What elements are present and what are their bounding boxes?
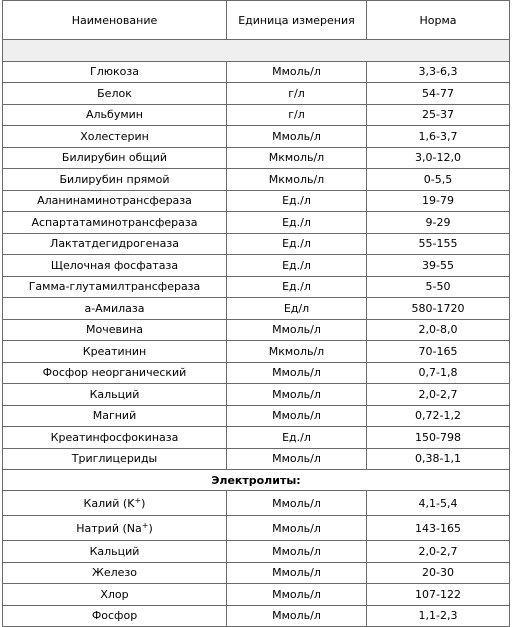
analyte-name: а-Амилаза [3, 298, 227, 320]
electrolyte-norm: 20-30 [367, 562, 510, 584]
table-row [3, 276, 510, 298]
analyte-unit: Ммоль/л [227, 319, 367, 341]
electrolyte-name [3, 516, 227, 541]
analyte-name: Креатинфосфокиназа [3, 427, 227, 449]
table-row [3, 190, 510, 212]
table-row [3, 362, 510, 384]
analyte-name: Креатинин [3, 341, 227, 363]
table-row [3, 341, 510, 363]
table-row [3, 319, 510, 341]
analyte-name: Альбумин [3, 104, 227, 126]
electrolyte-name-text: Фосфор [91, 609, 138, 623]
table-row [3, 298, 510, 320]
header-unit: Единица измерения [227, 1, 367, 40]
table-row [3, 212, 510, 234]
closing-paren: ) [148, 521, 153, 535]
analyte-norm: 0,72-1,2 [367, 405, 510, 427]
table-row [3, 541, 510, 563]
analyte-unit: Ед./л [227, 233, 367, 255]
closing-paren: ) [141, 496, 146, 510]
electrolyte-unit: Ммоль/л [227, 516, 367, 541]
analyte-name: Белок [3, 83, 227, 105]
table-row [3, 491, 510, 516]
table-row [3, 427, 510, 449]
analyte-unit: г/л [227, 104, 367, 126]
analyte-name: Фосфор неорганический [3, 362, 227, 384]
table-row [3, 61, 510, 83]
analyte-unit: Ммоль/л [227, 405, 367, 427]
electrolyte-name [3, 541, 227, 563]
analyte-unit: г/л [227, 83, 367, 105]
analyte-norm: 19-79 [367, 190, 510, 212]
analyte-norm: 0-5,5 [367, 169, 510, 191]
electrolyte-name [3, 491, 227, 516]
analyte-norm: 5-50 [367, 276, 510, 298]
analyte-unit: Ед./л [227, 276, 367, 298]
electrolyte-name [3, 605, 227, 627]
analyte-norm: 55-155 [367, 233, 510, 255]
analyte-name: Билирубин прямой [3, 169, 227, 191]
analyte-norm: 9-29 [367, 212, 510, 234]
table-row [3, 233, 510, 255]
table-row [3, 405, 510, 427]
blank-cell [3, 40, 510, 62]
table-row [3, 104, 510, 126]
analyte-name: Мочевина [3, 319, 227, 341]
electrolyte-name-text: Хлор [100, 587, 129, 601]
analyte-name: Лактатдегидрогеназа [3, 233, 227, 255]
analyte-unit: Ммоль/л [227, 126, 367, 148]
norms-table [2, 0, 510, 627]
analyte-unit: Ед/л [227, 298, 367, 320]
electrolyte-norm: 2,0-2,7 [367, 541, 510, 563]
electrolyte-norm: 107-122 [367, 584, 510, 606]
analyte-norm: 150-798 [367, 427, 510, 449]
header-row [3, 1, 510, 40]
analyte-unit: Ед./л [227, 190, 367, 212]
table-row [3, 147, 510, 169]
analyte-unit: Ммоль/л [227, 61, 367, 83]
analyte-norm: 2,0-8,0 [367, 319, 510, 341]
electrolyte-unit: Ммоль/л [227, 562, 367, 584]
ion-charge: + [141, 520, 149, 530]
electrolyte-norm: 4,1-5,4 [367, 491, 510, 516]
analyte-norm: 2,0-2,7 [367, 384, 510, 406]
table-row [3, 584, 510, 606]
electrolyte-norm: 143-165 [367, 516, 510, 541]
analyte-unit: Мкмоль/л [227, 169, 367, 191]
table-row [3, 169, 510, 191]
electrolyte-unit: Ммоль/л [227, 541, 367, 563]
table-row [3, 605, 510, 627]
analyte-name: Триглицериды [3, 448, 227, 470]
table-row [3, 516, 510, 541]
analyte-unit: Ед./л [227, 427, 367, 449]
electrolyte-norm: 1,1-2,3 [367, 605, 510, 627]
analyte-norm: 3,0-12,0 [367, 147, 510, 169]
electrolytes-heading: Электролиты: [3, 470, 510, 491]
analyte-norm: 54-77 [367, 83, 510, 105]
analyte-name: Щелочная фосфатаза [3, 255, 227, 277]
analyte-norm: 0,38-1,1 [367, 448, 510, 470]
electrolyte-name [3, 584, 227, 606]
analyte-norm: 580-1720 [367, 298, 510, 320]
analyte-norm: 39-55 [367, 255, 510, 277]
analyte-name: Аланинаминотрансфераза [3, 190, 227, 212]
table-row [3, 83, 510, 105]
analyte-name: Билирубин общий [3, 147, 227, 169]
analyte-name: Глюкоза [3, 61, 227, 83]
analyte-unit: Мкмоль/л [227, 147, 367, 169]
electrolyte-name-text: Натрий (Na [76, 521, 142, 535]
header-name: Наименование [3, 1, 227, 40]
electrolyte-name-text: Железо [92, 566, 137, 580]
analyte-norm: 1,6-3,7 [367, 126, 510, 148]
table-row [3, 448, 510, 470]
analyte-unit: Мкмоль/л [227, 341, 367, 363]
electrolyte-name [3, 562, 227, 584]
electrolyte-unit: Ммоль/л [227, 491, 367, 516]
electrolyte-unit: Ммоль/л [227, 584, 367, 606]
analyte-unit: Ед./л [227, 255, 367, 277]
analyte-unit: Ммоль/л [227, 448, 367, 470]
analyte-name: Магний [3, 405, 227, 427]
analyte-norm: 70-165 [367, 341, 510, 363]
header-norm: Норма [367, 1, 510, 40]
electrolyte-name-text: Кальций [89, 544, 140, 558]
analyte-norm: 25-37 [367, 104, 510, 126]
analyte-norm: 3,3-6,3 [367, 61, 510, 83]
analyte-unit: Ммоль/л [227, 384, 367, 406]
analyte-name: Гамма-глутамилтрансфераза [3, 276, 227, 298]
electrolyte-name-text: Калий (K [83, 496, 135, 510]
ion-charge: + [134, 495, 142, 505]
electrolyte-unit: Ммоль/л [227, 605, 367, 627]
analyte-unit: Ммоль/л [227, 362, 367, 384]
analyte-unit: Ед./л [227, 212, 367, 234]
analyte-name: Кальций [3, 384, 227, 406]
table-row [3, 562, 510, 584]
analyte-name: Аспартатаминотрансфераза [3, 212, 227, 234]
analyte-norm: 0,7-1,8 [367, 362, 510, 384]
electrolytes-heading-row [3, 470, 510, 491]
analyte-name: Холестерин [3, 126, 227, 148]
table-row [3, 126, 510, 148]
table-row [3, 384, 510, 406]
blank-separator-row [3, 40, 510, 62]
table-row [3, 255, 510, 277]
